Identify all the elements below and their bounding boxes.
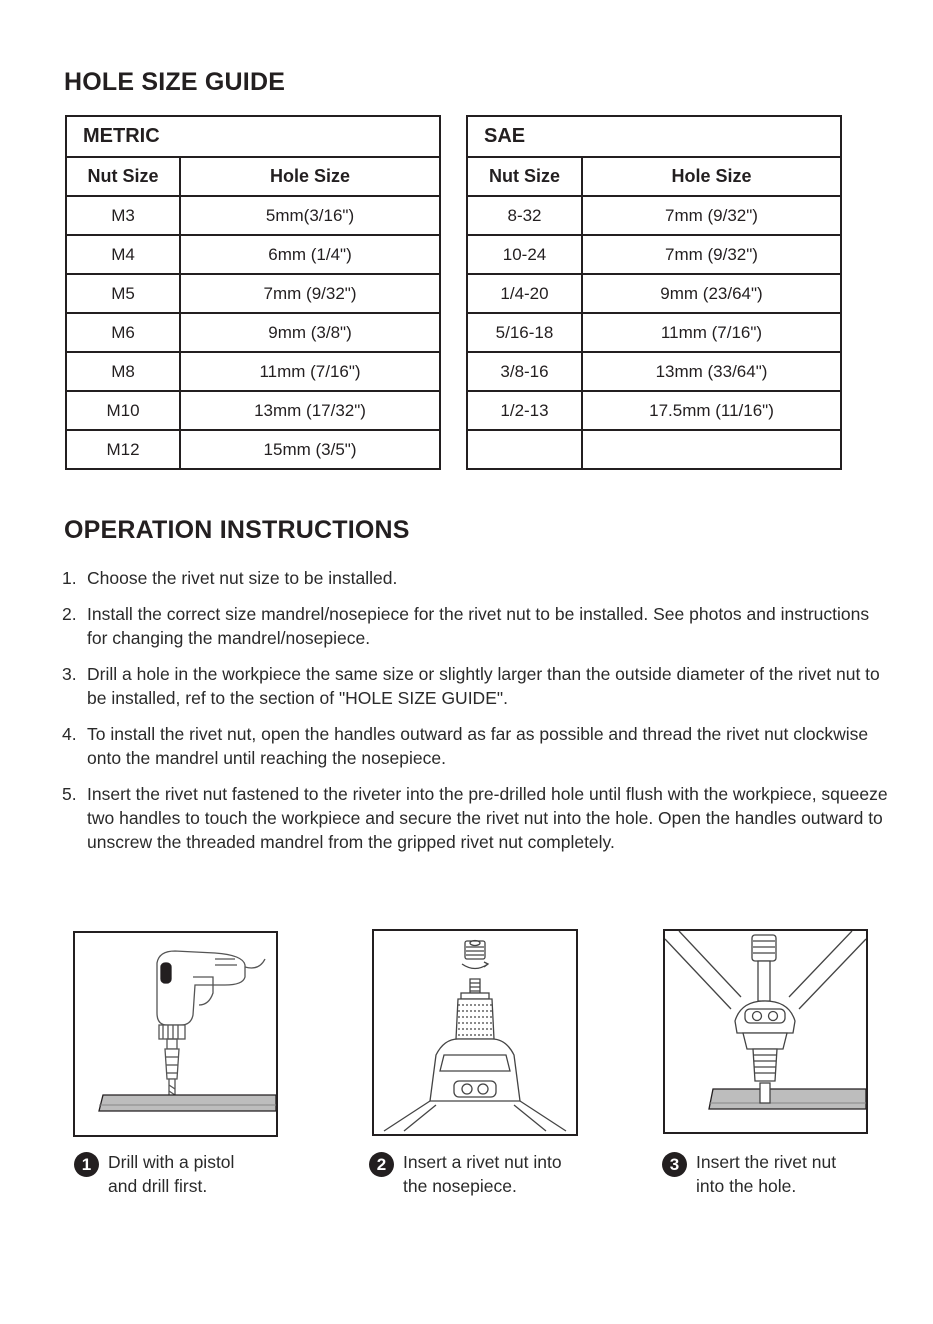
operation-instructions-title: OPERATION INSTRUCTIONS [64,516,410,544]
figure-drill [73,931,278,1137]
figure-nosepiece [372,929,578,1136]
step-badge: 3 [662,1152,687,1177]
list-item [62,782,892,854]
sae-nut-cell: 8-32 [467,196,582,235]
sae-nut-cell: 5/16-18 [467,313,582,352]
table-row [66,235,440,274]
drill-illustration-icon [75,933,276,1135]
caption-line: into the hole. [696,1176,797,1196]
caption-2 [369,1150,609,1198]
step-badge: 1 [74,1152,99,1177]
sae-hole-cell: 9mm (23/64") [582,274,841,313]
table-row [467,274,841,313]
sae-hole-cell: 17.5mm (11/16") [582,391,841,430]
list-item [62,566,892,590]
metric-nut-cell: M10 [66,391,180,430]
table-row [66,352,440,391]
caption-line: the nosepiece. [403,1176,517,1196]
sae-nut-cell: 3/8-16 [467,352,582,391]
list-item [62,602,892,650]
step-number: 1. [62,568,77,588]
metric-hole-cell: 11mm (7/16") [180,352,440,391]
metric-hole-cell: 15mm (3/5") [180,430,440,469]
figure-insert-hole [663,929,868,1134]
caption-line: and drill first. [108,1176,208,1196]
metric-hole-cell: 9mm (3/8") [180,313,440,352]
sae-hole-cell: 7mm (9/32") [582,196,841,235]
table-row [467,196,841,235]
metric-nut-cell: M4 [66,235,180,274]
caption-line: Drill with a pistol [108,1152,235,1172]
caption-line: Insert the rivet nut [696,1152,837,1172]
step-text: To install the rivet nut, open the handles outward as far as possible and thread the rivet nut clockwise onto the mandrel until reaching the nosepiece. [87,724,869,768]
sae-hole-cell: 13mm (33/64") [582,352,841,391]
sae-nut-cell: 10-24 [467,235,582,274]
sae-hole-cell: 7mm (9/32") [582,235,841,274]
sae-col-nut: Nut Size [467,157,582,196]
metric-nut-cell: M6 [66,313,180,352]
step-number: 2. [62,604,77,624]
rivet-tool-hole-illustration-icon [665,931,866,1132]
metric-table [65,115,441,470]
metric-hole-cell: 6mm (1/4") [180,235,440,274]
sae-hole-cell: 11mm (7/16") [582,313,841,352]
sae-col-hole: Hole Size [582,157,841,196]
table-row [66,196,440,235]
metric-hole-cell: 7mm (9/32") [180,274,440,313]
metric-nut-cell: M3 [66,196,180,235]
table-row [66,274,440,313]
metric-hole-cell: 5mm(3/16") [180,196,440,235]
sae-label: SAE [467,116,841,157]
sae-nut-cell [467,430,582,469]
list-item [62,722,892,770]
step-text: Choose the rivet nut size to be installed. [87,568,398,588]
metric-label: METRIC [66,116,440,157]
list-item [62,662,892,710]
step-text: Insert the rivet nut fastened to the riveter into the pre-drilled hole until flush with the workpiece, squeeze two handles to touch the workpiece and secure the rivet nut into the hole. Open the handles outward to unscrew the threaded mandrel from the gripped rivet nut completely. [87,784,888,852]
step-number: 4. [62,724,77,744]
step-text: Install the correct size mandrel/nosepiece for the rivet nut to be installed. See photos and instructions for changing the mandrel/nosepiece. [87,604,870,648]
metric-nut-cell: M8 [66,352,180,391]
rivet-nut-nosepiece-illustration-icon [374,931,576,1134]
table-row [467,391,841,430]
sae-table [466,115,842,470]
instruction-list [62,566,892,866]
caption-line: Insert a rivet nut into [403,1152,562,1172]
sae-nut-cell: 1/4-20 [467,274,582,313]
sae-hole-cell [582,430,841,469]
step-number: 5. [62,784,77,804]
table-row [467,313,841,352]
table-row [467,352,841,391]
sae-nut-cell: 1/2-13 [467,391,582,430]
metric-hole-cell: 13mm (17/32") [180,391,440,430]
hole-size-guide-title: HOLE SIZE GUIDE [64,68,286,96]
step-number: 3. [62,664,77,684]
metric-col-hole: Hole Size [180,157,440,196]
caption-1 [74,1150,294,1198]
step-text: Drill a hole in the workpiece the same size or slightly larger than the outside diameter of the rivet nut to be installed, ref to the section of "HOLE SIZE GUIDE". [87,664,880,708]
metric-nut-cell: M12 [66,430,180,469]
table-row [66,391,440,430]
step-badge: 2 [369,1152,394,1177]
table-row [467,235,841,274]
table-row [66,430,440,469]
metric-col-nut: Nut Size [66,157,180,196]
table-row [467,430,841,469]
metric-nut-cell: M5 [66,274,180,313]
table-row [66,313,440,352]
caption-3 [662,1150,892,1198]
